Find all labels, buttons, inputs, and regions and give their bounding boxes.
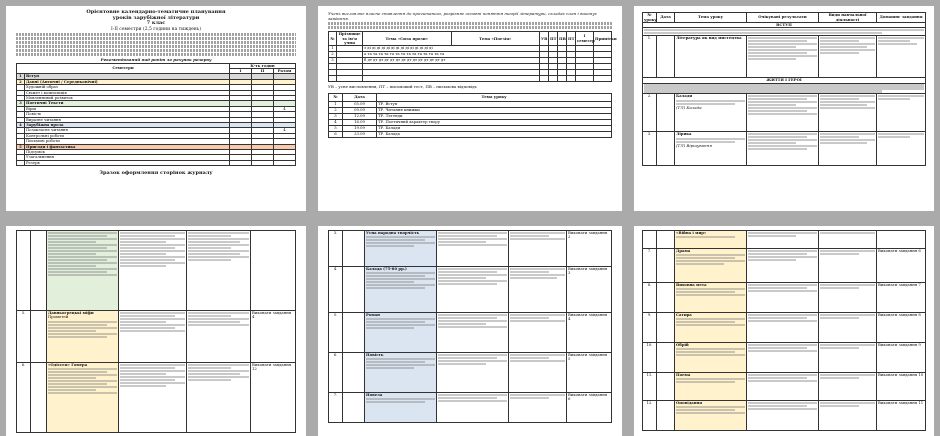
plan-note-row <box>643 83 926 94</box>
plan-row: 10. Обрій Виконати завдання 9 <box>643 343 926 373</box>
document-page-5 <box>318 226 622 436</box>
lessons-row: 6 23.09 ТР. Балада <box>329 132 612 138</box>
plan-table-page5 <box>328 230 612 423</box>
document-page-3 <box>634 6 934 211</box>
grades-row: 3 б дт дт дт дт дт дт дт дт дт дт дт дт дт дт <box>329 58 612 64</box>
page1-table-caption: Рекомендований вид робіт за рахунок резерву <box>100 56 212 62</box>
hours-table-row: Повість <box>17 112 296 117</box>
lessons-row: 3 12.09 ТР. Легенди <box>329 114 612 120</box>
page1-title-3: 7 клас <box>146 20 166 26</box>
hours-table-row: Позакласне читання 4 <box>17 128 296 133</box>
page2-intro: Учень висловлює власне ставлення до прочитаного, розрізняє основні поняття теорії літератури, складає план і виконує завдання. <box>328 11 597 21</box>
plan-table-page4 <box>16 230 296 433</box>
plan-header-homework: Домашнє завдання <box>877 13 926 23</box>
plan-row: 3. Усна народна творчість Виконати завдання 2 <box>329 231 612 267</box>
hours-table-row: 4 Зарубіжна проза <box>17 122 296 127</box>
grades-header-topic1: Тема «Сила прози» <box>363 32 452 46</box>
plan-row: 12. Оповідання Виконати завдання 11 <box>643 401 926 431</box>
grades-header-name: Прізвище та ім'я учня <box>338 31 361 45</box>
plan-row: 5. Роман Виконати завдання 4 <box>329 313 612 353</box>
lessons-header-num: № <box>329 94 343 102</box>
hours-table-row: 1 Вступ <box>17 74 296 79</box>
plan-header-activities: Види навчальної діяльності <box>819 13 877 23</box>
section-row-heroes: ЖИТТЯ І ГЕРОЇ <box>643 78 926 83</box>
plan-row: 11. Поема Виконати завдання 10 <box>643 373 926 401</box>
hours-table-header-semesters: Семестри <box>17 63 230 74</box>
plan-header-num: № уроку <box>644 12 657 22</box>
plan-row: 1. Література як вид мистецтва <box>643 36 926 78</box>
grades-header-pt2: ПТ <box>567 32 576 46</box>
plan-row: 7. Новела Виконати завдання 6 <box>329 393 612 423</box>
plan-row: 8. Виховна мета Виконати завдання 7 <box>643 283 926 313</box>
lessons-header-topic: Тема уроку <box>377 94 612 102</box>
grades-header-pv: ПВ <box>558 32 567 46</box>
lessons-row: 1 05.09 ТР. Вступ <box>329 102 612 108</box>
hours-table-header-1: I <box>230 68 252 73</box>
hours-table-row: Узагальнення <box>17 155 296 160</box>
section-row-intro: ВСТУП <box>643 23 926 28</box>
plan-row: 6. «Одіссея» Гомера Виконати завдання 12 <box>17 363 296 433</box>
hours-table-row: Виразне читання <box>17 117 296 122</box>
plan-row: 7. Драма Виконати завдання 6 <box>643 249 926 283</box>
page1-title-1: Орієнтовне календарно-тематичне планування <box>86 9 226 15</box>
page1-title-2: уроків зарубіжної літератури <box>112 14 200 21</box>
hours-table-row: Мовленнєвий розвиток <box>17 95 296 100</box>
hours-table-header-3: Разом <box>274 68 296 73</box>
document-page-2 <box>318 6 622 211</box>
plan-row: 2. Балади (ТЛ) Балада <box>643 94 926 132</box>
plan-header-date: Дата <box>657 13 675 23</box>
page2-intro-lines <box>328 22 612 29</box>
lessons-row: 2 09.09 ТР. Читання книжки <box>329 108 612 114</box>
hours-table-row: Контрольні роботи <box>17 133 296 138</box>
hours-table-row: 5 Пригоди і фантастика <box>17 144 296 149</box>
document-page-6 <box>634 226 934 436</box>
plan-row: 4. Балада (75-80 рр.) Виконати завдання 3 <box>329 267 612 313</box>
grades-row: 1 з ді ді ді ді ді ді ді ді ді ді ді ді ді ді <box>329 46 612 52</box>
hours-table-row: 3 Поетичні Тексти <box>17 101 296 106</box>
hours-table-row: Резерв <box>17 160 296 165</box>
hours-table <box>16 63 296 167</box>
plan-row: «Війна і мир» <box>643 231 926 249</box>
grades-header-notes: Примітки <box>594 32 612 46</box>
grades-header-semester: І семестр <box>576 32 594 46</box>
page1-subtitle: І-ІІ семестри (2,5 години на тиждень) <box>111 26 201 32</box>
page1-paragraph-lines <box>16 33 296 56</box>
hours-table-row: Сюжет і композиція <box>17 90 296 95</box>
journal-sample-caption: Зразок оформлення сторінок журналу <box>99 170 213 177</box>
hours-table-header-group: К-ть годин <box>230 63 296 68</box>
plan-header-results: Очікувані результати <box>747 13 819 23</box>
lessons-row: 5 19.09 ТР. Балади <box>329 126 612 132</box>
grades-header-topic2: Тема «Поезія» <box>451 32 540 46</box>
hours-table-header-2: II <box>252 68 274 73</box>
lessons-row: 4 16.09 ТР. Поетичний характер твору <box>329 120 612 126</box>
grades-header-uv: УВ <box>540 32 549 46</box>
plan-row: 9. Сатира Виконати завдання 8 <box>643 313 926 343</box>
grades-row <box>329 76 612 82</box>
hours-table-row: Підсумок <box>17 150 296 155</box>
plan-header-topic: Тема уроку <box>675 13 747 23</box>
lessons-header-date: Дата <box>343 94 377 102</box>
grades-header-num: № <box>329 32 337 46</box>
plan-row: 5. Давньогрецькі міфи Прометей Виконати завдання 4 <box>17 311 296 363</box>
hours-table-row: Вірш 4 <box>17 106 296 111</box>
plan-table-page3 <box>642 12 926 166</box>
hours-table-row: Письмові роботи <box>17 139 296 144</box>
grades-row: 2 а та та та та та та та та та та та та та та <box>329 52 612 58</box>
grades-table <box>328 31 617 82</box>
hours-table-row: Художній образ <box>17 85 296 90</box>
document-page-4 <box>6 226 306 436</box>
plan-row: 3. Лірика (ТЛ) Віршування <box>643 132 926 166</box>
plan-table-page6 <box>642 230 926 431</box>
document-page-1 <box>6 6 306 211</box>
grades-note: УВ – усне висловлення, ПТ – письмовий тест, ПВ – письмова відповідь <box>328 84 477 90</box>
plan-row <box>17 231 296 311</box>
lessons-table <box>328 93 612 138</box>
grades-header-pt: ПТ <box>549 32 558 46</box>
hours-table-row: 2 Давні (Античні / Середньовічні) <box>17 79 296 84</box>
plan-row: 6. Повість Виконати завдання 5 <box>329 353 612 393</box>
